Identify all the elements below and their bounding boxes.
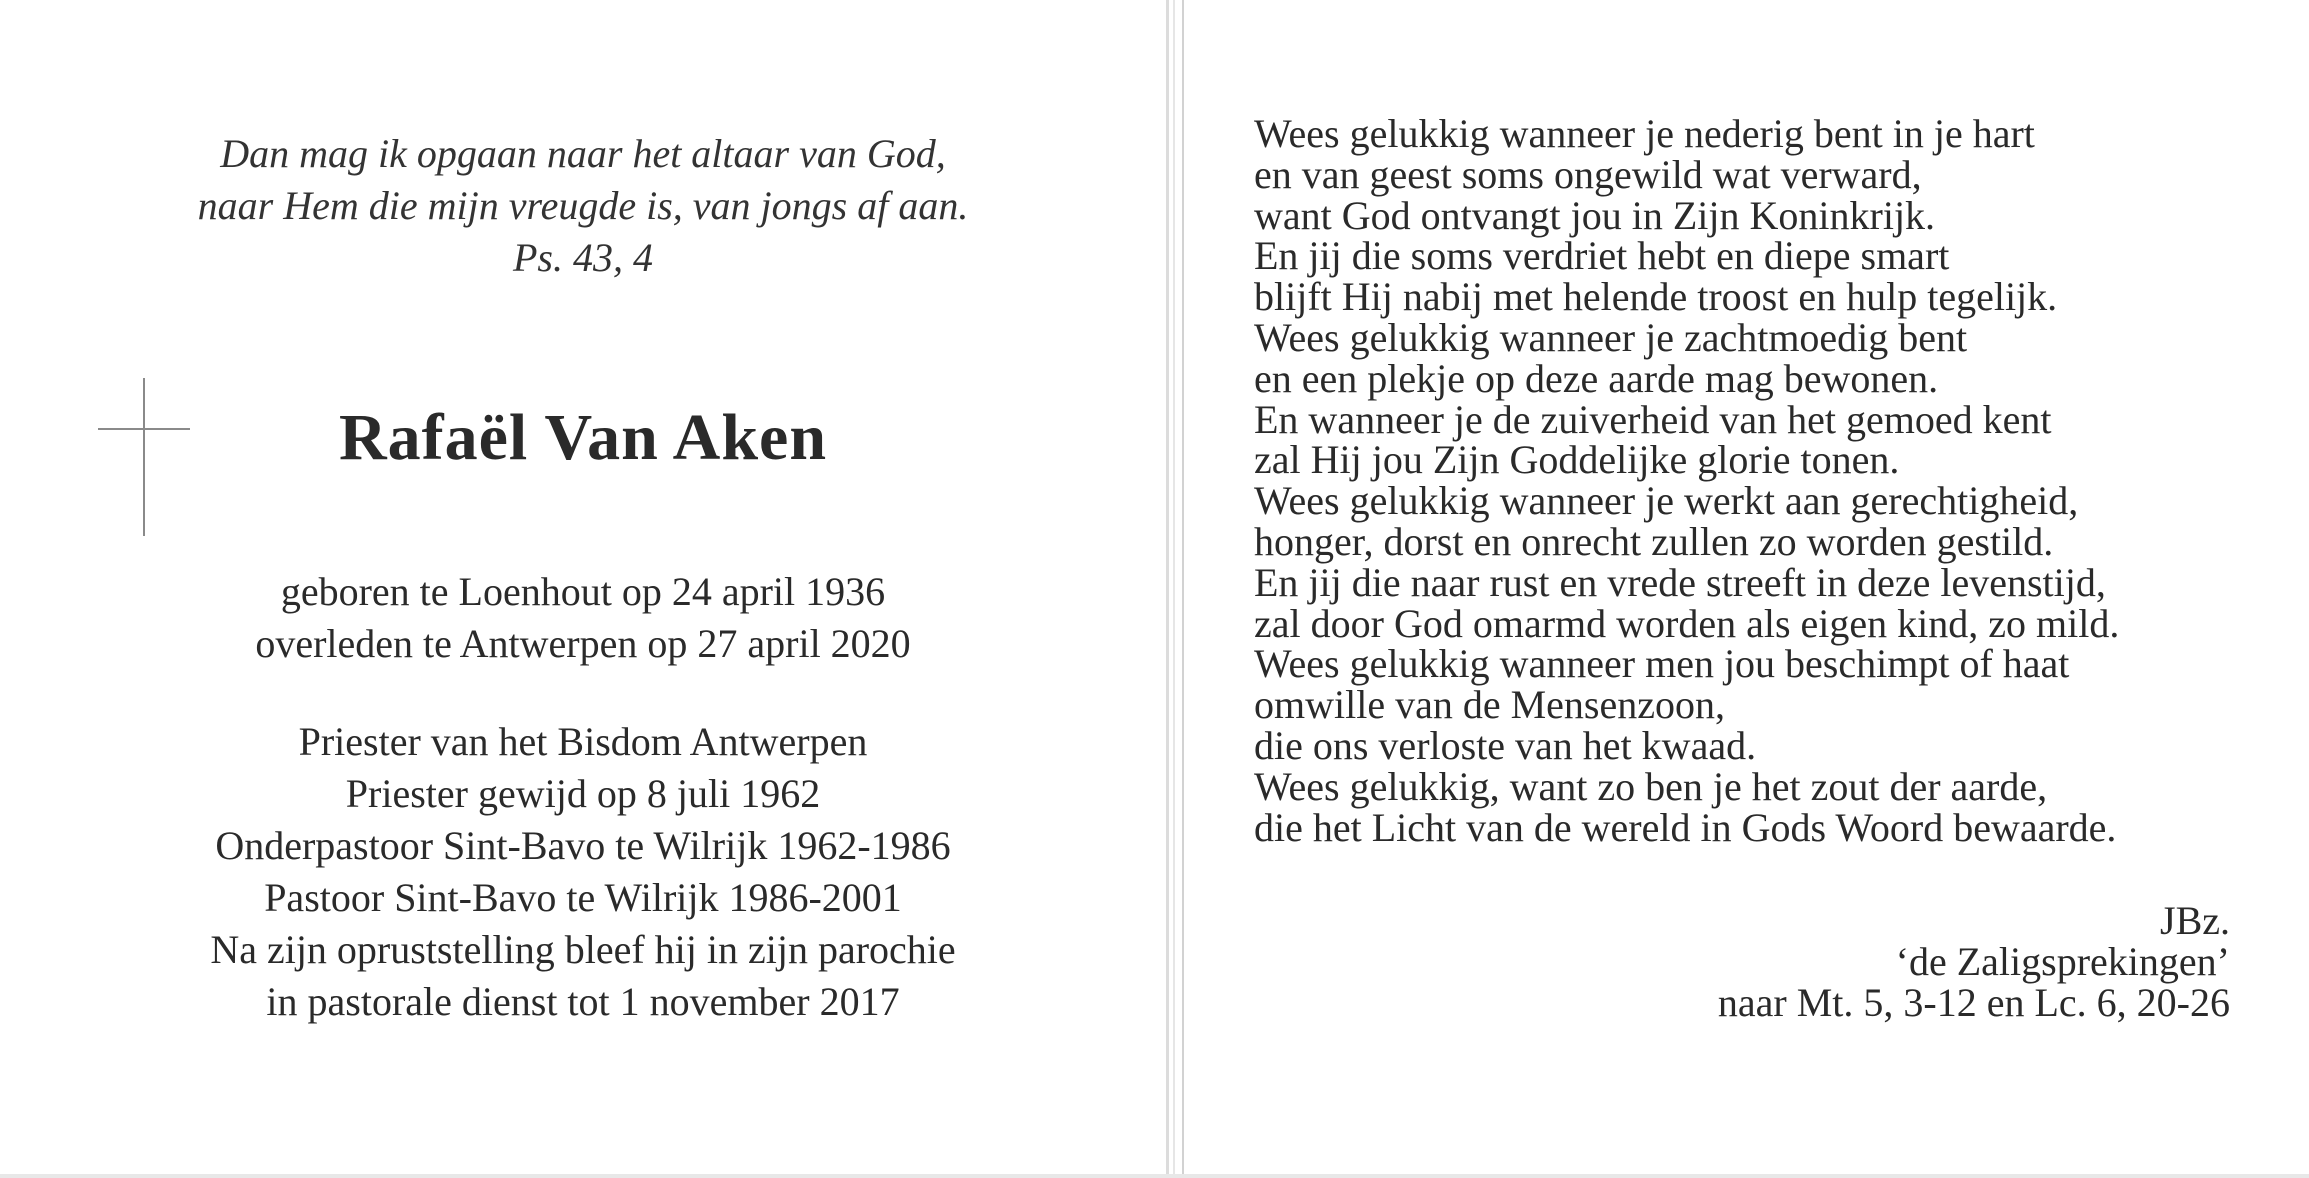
poem-line: en een plekje op deze aarde mag bewonen. [1254, 355, 1939, 401]
deceased-name: Rafaël Van Aken [338, 401, 828, 474]
biography [0, 716, 1166, 1028]
poem-line: En wanneer je de zuiverheid van het gemoed kent [1254, 396, 2052, 442]
bio-line: Priester van het Bisdom Antwerpen [298, 719, 868, 764]
poem-line: zal door God omarmd worden als eigen kind, zo mild. [1254, 600, 2120, 646]
attribution-source: naar Mt. 5, 3-12 en Lc. 6, 20-26 [1717, 980, 2230, 1025]
poem-line: Wees gelukkig, want zo ben je het zout der aarde, [1254, 763, 2048, 809]
poem-line: En jij die soms verdriet hebt en diepe smart [1254, 233, 1950, 279]
card-fold [1166, 0, 1169, 1178]
verse-line: Dan mag ik opgaan naar het altaar van God, [220, 131, 946, 176]
poem-line: zal Hij jou Zijn Goddelijke glorie tonen. [1254, 437, 1900, 483]
poem-line: Wees gelukkig wanneer je zachtmoedig bent [1254, 314, 1968, 360]
life-dates [0, 566, 1166, 670]
verse-reference: Ps. 43, 4 [513, 235, 653, 280]
bio-line: Pastoor Sint-Bavo te Wilrijk 1986-2001 [264, 875, 902, 920]
poem-line: Wees gelukkig wanneer je werkt aan gerechtigheid, [1254, 478, 2079, 524]
bio-line: Priester gewijd op 8 juli 1962 [345, 771, 821, 816]
poem-line: Wees gelukkig wanneer men jou beschimpt of haat [1254, 641, 2070, 687]
poem-line: En jij die naar rust en vrede streeft in deze levenstijd, [1254, 559, 2106, 605]
poem-line: Wees gelukkig wanneer je nederig bent in je hart [1254, 111, 2035, 156]
poem-line: omwille van de Mensenzoon, [1254, 682, 1725, 728]
scripture-verse [0, 128, 1166, 284]
attribution-author: JBz. [2160, 898, 2230, 943]
birth-line: geboren te Loenhout op 24 april 1936 [280, 569, 886, 614]
poem-line: blijft Hij nabij met helende troost en hulp tegelijk. [1254, 274, 2058, 320]
poem [1254, 111, 2294, 850]
poem-attribution [1600, 900, 2230, 1023]
poem-line: honger, dorst en onrecht zullen zo worden gestild. [1254, 518, 2054, 564]
poem-line: die ons verloste van het kwaad. [1254, 722, 1757, 768]
card-edge [0, 1174, 2309, 1178]
poem-line: en van geest soms ongewild wat verward, [1254, 151, 1922, 197]
poem-line: die het Licht van de wereld in Gods Woord bewaarde. [1254, 804, 2117, 850]
death-line: overleden te Antwerpen op 27 april 2020 [255, 621, 911, 666]
bio-line: Onderpastoor Sint-Bavo te Wilrijk 1962-1986 [215, 823, 951, 868]
poem-line: want God ontvangt jou in Zijn Koninkrijk. [1254, 192, 1936, 238]
bio-line: Na zijn opruststelling bleef hij in zijn parochie [210, 927, 956, 972]
bio-line: in pastorale dienst tot 1 november 2017 [266, 979, 900, 1024]
verse-line: naar Hem die mijn vreugde is, van jongs af aan. [197, 183, 969, 228]
attribution-title: ‘de Zaligsprekingen’ [1895, 939, 2230, 984]
card-fold [1182, 0, 1184, 1178]
card-fold [1173, 0, 1175, 1178]
